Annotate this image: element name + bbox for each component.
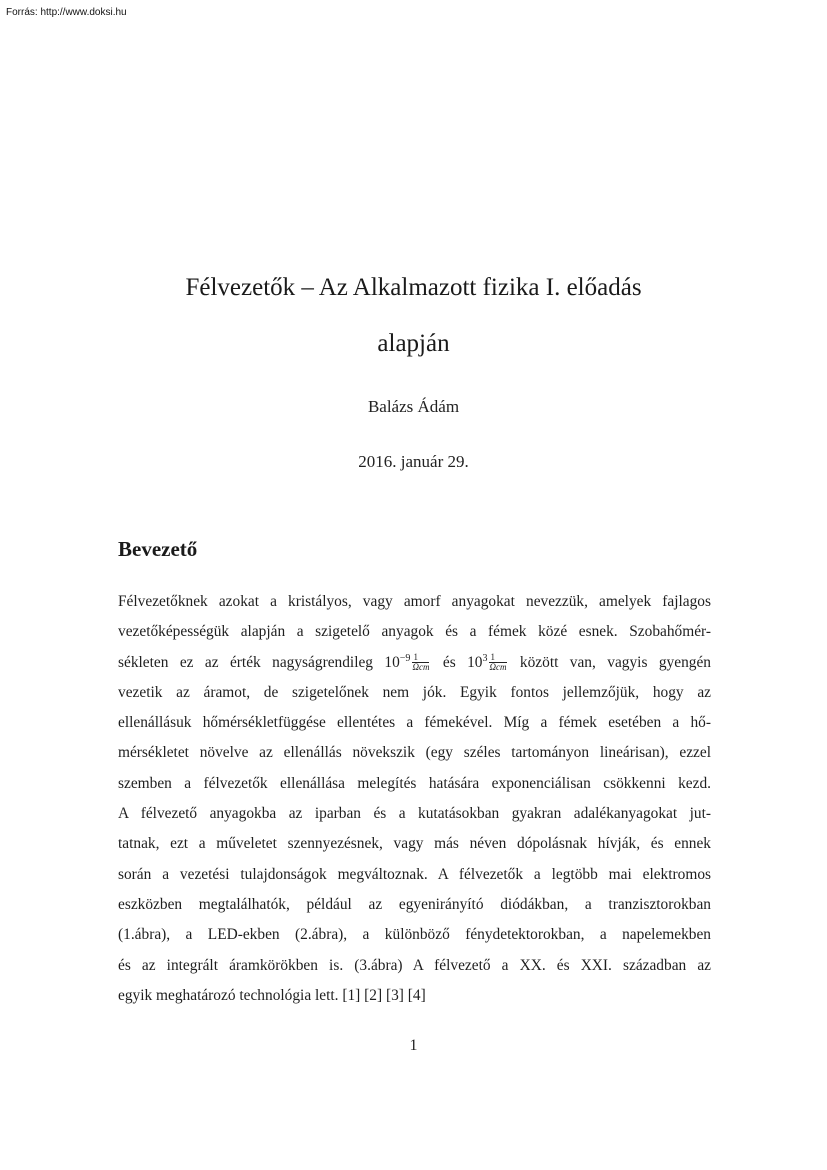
paragraph-line: A félvezető anyagokba az iparban és a kutatásokban gyakran adalékanyagokat jut-: [118, 805, 711, 823]
exponent: 3: [482, 652, 488, 664]
document-date: 2016. január 29.: [358, 452, 469, 471]
paragraph-line: vezetőképességük alapján a szigetelő anyagok és a fémek közé esnek. Szobahőmér-: [118, 623, 711, 641]
fraction-denominator: Ωcm: [489, 661, 507, 672]
section-heading: Bevezető: [118, 537, 198, 561]
text-segment: között van, vagyis gyengén: [508, 653, 711, 671]
title-line-2: alapján: [377, 330, 450, 357]
unit-fraction: [412, 653, 429, 672]
paragraph-line: egyik meghatározó technológia lett. [1] [2] [3] [4]: [118, 986, 426, 1004]
source-url-label: Forrás: http://www.doksi.hu: [6, 7, 127, 18]
paragraph-line: tatnak, ezt a műveletet szennyezésnek, vagy más néven dópolásnak hívják, és ennek: [118, 835, 711, 853]
fraction-denominator: Ωcm: [412, 661, 430, 672]
paragraph-line: (1.ábra), a LED-ekben (2.ábra), a különböző fénydetektorokban, a napelemekben: [118, 926, 711, 944]
paragraph-line-math: [118, 648, 711, 678]
fraction-numerator: 1: [489, 653, 506, 663]
exponent: −9: [399, 652, 411, 664]
paragraph-line: során a vezetési tulajdonságok megváltoznak. A félvezetők a legtöbb mai elektromos: [118, 865, 711, 883]
document-title: [100, 260, 727, 372]
paragraph-line: eszközben megtalálhatók, például az egyenirányító diódákban, a tranzisztorokban: [118, 895, 711, 913]
intro-paragraph: [118, 587, 711, 1011]
paragraph-line: és az integrált áramkörökben is. (3.ábra) A félvezető a XX. és XXI. században az: [118, 956, 711, 974]
paragraph-line: Félvezetőknek azokat a kristályos, vagy amorf anyagokat nevezzük, amelyek fajlagos: [118, 593, 711, 610]
paragraph-line: ellenállásuk hőmérsékletfüggése ellentétes a fémekével. Míg a fémek esetében a hő-: [118, 714, 711, 732]
fraction-numerator: 1: [412, 653, 429, 663]
author-name: Balázs Ádám: [367, 397, 460, 416]
paragraph-line: szemben a félvezetők ellenállása melegítés hatására exponenciálisan csökkenni kezd.: [118, 774, 711, 792]
paragraph-line: mérsékletet növelve az ellenállás növekszik (egy széles tartományon lineárisan), ezzel: [118, 744, 711, 762]
title-line-1: Félvezetők – Az Alkalmazott fizika I. előadás: [185, 274, 642, 301]
page-number: 1: [409, 1037, 418, 1054]
text-segment: sékleten ez az érték nagyságrendileg 10: [118, 653, 400, 671]
unit-fraction: [489, 653, 506, 672]
text-segment: és 10: [431, 653, 483, 671]
paragraph-line: vezetik az áramot, de szigetelőnek nem jók. Egyik fontos jellemzőjük, hogy az: [118, 683, 711, 701]
